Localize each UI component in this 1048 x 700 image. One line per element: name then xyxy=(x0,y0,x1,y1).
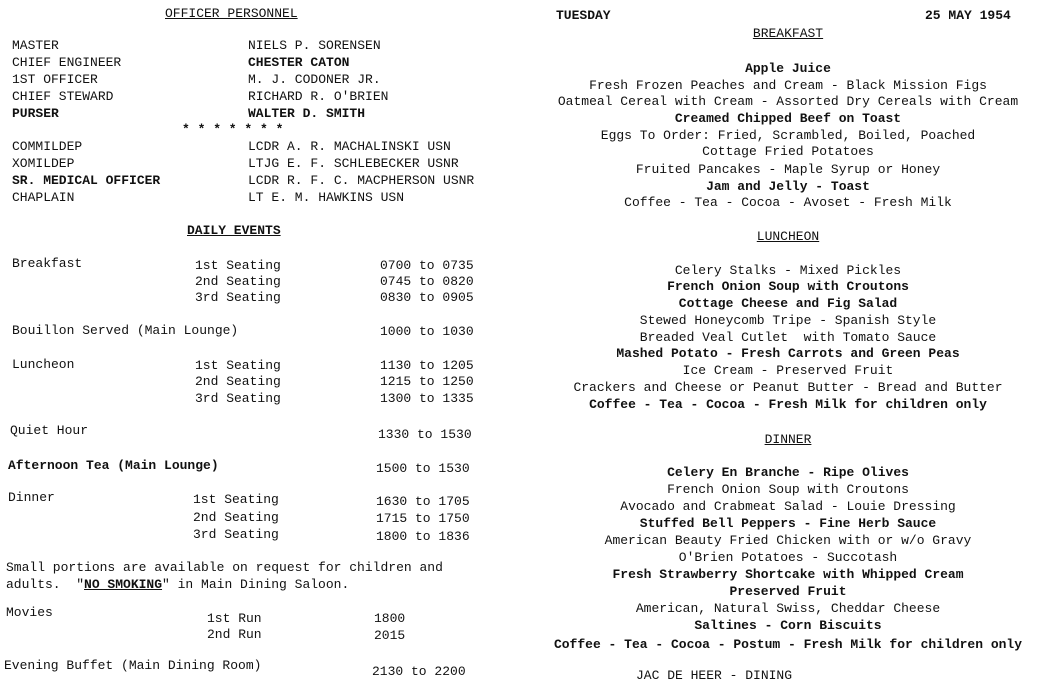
breakfast-item: Jam and Jelly - Toast xyxy=(706,179,870,194)
portions-note-line2 xyxy=(6,577,349,593)
officer-name: RICHARD R. O'BRIEN xyxy=(248,89,389,104)
event-time: 1715 to 1750 xyxy=(376,511,470,526)
dinner-item: American, Natural Swiss, Cheddar Cheese xyxy=(635,601,941,616)
event-time: 0700 to 0735 xyxy=(380,258,474,273)
luncheon-item: Ice Cream - Preserved Fruit xyxy=(682,363,894,378)
officer-role: PURSER xyxy=(12,106,59,121)
event-time: 1300 to 1335 xyxy=(380,391,474,406)
separator-stars: * * * * * * * xyxy=(182,122,284,137)
movies-label: Movies xyxy=(6,605,53,620)
event-detail: 3rd Seating xyxy=(195,391,281,406)
breakfast-item: Cottage Fried Potatoes xyxy=(702,144,874,159)
officer-personnel-title: OFFICER PERSONNEL xyxy=(165,6,298,21)
luncheon-item: Mashed Potato - Fresh Carrots and Green Peas xyxy=(616,346,960,361)
dinner-item: American Beauty Fried Chicken with or w/o Gravy xyxy=(604,533,972,548)
event-name: Dinner xyxy=(8,490,55,505)
luncheon-item: Coffee - Tea - Cocoa - Fresh Milk for children only xyxy=(589,397,987,412)
event-name: Quiet Hour xyxy=(10,423,89,438)
officer-name: M. J. CODONER JR. xyxy=(248,72,381,87)
dinner-title: DINNER xyxy=(764,432,812,447)
note-suffix: " in Main Dining Saloon. xyxy=(162,577,350,592)
officer-role: 1ST OFFICER xyxy=(12,72,98,87)
dinner-item: Celery En Branche - Ripe Olives xyxy=(667,465,909,480)
event-time: 1800 to 1836 xyxy=(376,529,470,544)
movie-run: 2nd Run xyxy=(207,627,262,642)
breakfast-item: Fresh Frozen Peaches and Cream - Black Mission Figs xyxy=(589,78,987,93)
event-time: 1000 to 1030 xyxy=(380,324,474,339)
luncheon-item: French Onion Soup with Croutons xyxy=(667,279,909,294)
dining-footer: JAC DE HEER - DINING xyxy=(636,668,793,683)
event-detail: 2nd Seating xyxy=(195,274,281,289)
event-detail: 3rd Seating xyxy=(193,527,279,542)
dinner-item: Saltines - Corn Biscuits xyxy=(694,618,882,633)
daily-events-title: DAILY EVENTS xyxy=(187,223,281,238)
event-detail: 2nd Seating xyxy=(193,510,279,525)
event-name: Afternoon Tea (Main Lounge) xyxy=(8,458,219,473)
event-time: 1215 to 1250 xyxy=(380,374,474,389)
movie-run: 1st Run xyxy=(207,611,262,626)
officer-role: MASTER xyxy=(12,38,59,53)
luncheon-title: LUNCHEON xyxy=(756,229,820,244)
event-time: 1330 to 1530 xyxy=(378,427,472,442)
dinner-item: Preserved Fruit xyxy=(729,584,847,599)
event-name: Luncheon xyxy=(12,357,75,372)
event-time: 1130 to 1205 xyxy=(380,358,474,373)
breakfast-item: Creamed Chipped Beef on Toast xyxy=(674,111,902,126)
no-smoking-notice: NO SMOKING xyxy=(84,577,163,592)
officer-name: NIELS P. SORENSEN xyxy=(248,38,381,53)
dinner-item: Fresh Strawberry Shortcake with Whipped Cream xyxy=(612,567,964,582)
event-detail: 1st Seating xyxy=(193,492,279,507)
event-time: 0745 to 0820 xyxy=(380,274,474,289)
event-time: 1630 to 1705 xyxy=(376,494,470,509)
breakfast-item: Coffee - Tea - Cocoa - Avoset - Fresh Milk xyxy=(624,195,952,210)
officer-role: COMMILDEP xyxy=(12,139,83,154)
dinner-item: Stuffed Bell Peppers - Fine Herb Sauce xyxy=(639,516,937,531)
officer-role: XOMILDEP xyxy=(12,156,75,171)
evening-buffet-time: 2130 to 2200 xyxy=(372,664,466,679)
officer-name: LT E. M. HAWKINS USN xyxy=(248,190,405,205)
officer-name: CHESTER CATON xyxy=(248,55,350,70)
event-detail: 1st Seating xyxy=(195,358,281,373)
luncheon-item: Crackers and Cheese or Peanut Butter - Bread and Butter xyxy=(573,380,1003,395)
event-detail: 1st Seating xyxy=(195,258,281,273)
luncheon-item: Breaded Veal Cutlet with Tomato Sauce xyxy=(639,330,937,345)
officer-role: CHAPLAIN xyxy=(12,190,75,205)
event-name: Bouillon Served (Main Lounge) xyxy=(12,323,239,338)
portions-note-line1: Small portions are available on request for children and xyxy=(6,560,443,575)
event-time: 0830 to 0905 xyxy=(380,290,474,305)
breakfast-item: Oatmeal Cereal with Cream - Assorted Dry Cereals with Cream xyxy=(557,94,1019,109)
dinner-item: Avocado and Crabmeat Salad - Louie Dressing xyxy=(620,499,956,514)
officer-role: SR. MEDICAL OFFICER xyxy=(12,173,161,188)
dinner-item: Coffee - Tea - Cocoa - Postum - Fresh Milk for children only xyxy=(553,637,1023,652)
breakfast-item: Fruited Pancakes - Maple Syrup or Honey xyxy=(635,162,941,177)
dinner-item: O'Brien Potatoes - Succotash xyxy=(678,550,898,565)
officer-role: CHIEF STEWARD xyxy=(12,89,114,104)
event-name: Breakfast xyxy=(12,256,83,271)
movie-time: 2015 xyxy=(374,628,406,643)
officer-name: LTJG E. F. SCHLEBECKER USNR xyxy=(248,156,459,171)
date-label: 25 MAY 1954 xyxy=(925,8,1011,23)
officer-name: WALTER D. SMITH xyxy=(248,106,366,121)
officer-name: LCDR R. F. C. MACPHERSON USNR xyxy=(248,173,475,188)
officer-role: CHIEF ENGINEER xyxy=(12,55,122,70)
event-detail: 2nd Seating xyxy=(195,374,281,389)
day-label: TUESDAY xyxy=(556,8,611,23)
breakfast-title: BREAKFAST xyxy=(752,26,824,41)
movie-time: 1800 xyxy=(374,611,406,626)
note-prefix: adults. " xyxy=(6,577,85,592)
breakfast-item: Eggs To Order: Fried, Scrambled, Boiled, Poached xyxy=(600,128,976,143)
luncheon-item: Celery Stalks - Mixed Pickles xyxy=(674,263,902,278)
evening-buffet-label: Evening Buffet (Main Dining Room) xyxy=(4,658,262,673)
breakfast-item: Apple Juice xyxy=(745,61,831,76)
event-detail: 3rd Seating xyxy=(195,290,281,305)
officer-name: LCDR A. R. MACHALINSKI USN xyxy=(248,139,451,154)
dinner-item: French Onion Soup with Croutons xyxy=(667,482,909,497)
luncheon-item: Cottage Cheese and Fig Salad xyxy=(678,296,898,311)
event-time: 1500 to 1530 xyxy=(376,461,470,476)
luncheon-item: Stewed Honeycomb Tripe - Spanish Style xyxy=(639,313,937,328)
